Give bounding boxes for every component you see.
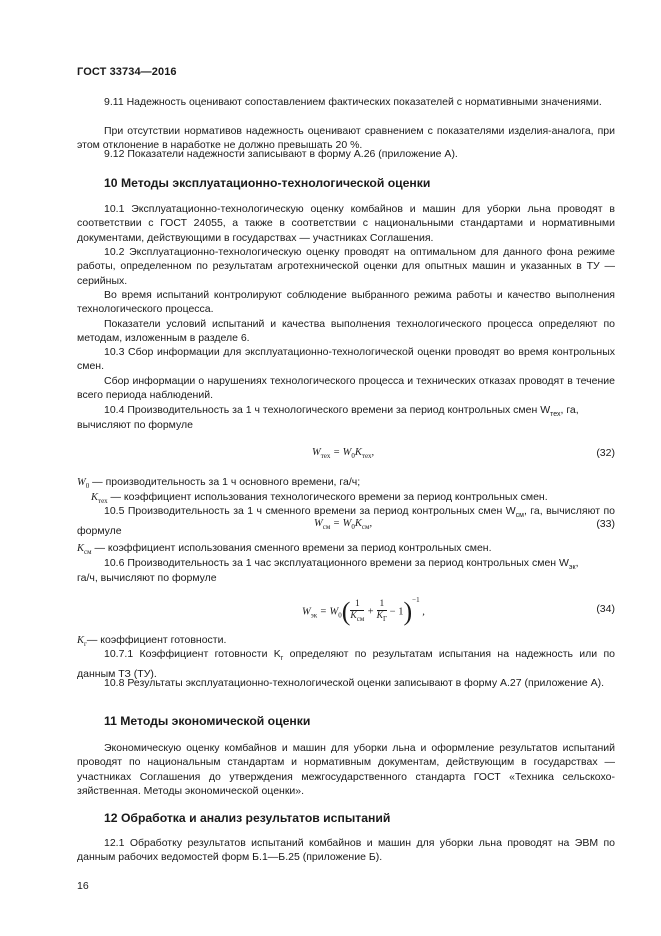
paragraph-10-3-b: Сбор информации о нарушениях технологического процесса и технических отказах проводят в течение всего периода наблюдений. xyxy=(77,375,615,402)
paragraph-10-4: 10.4 Производительность за 1 ч технологического времени за период контрольных смен $W_{тех}$, га, xyxy=(104,404,579,419)
definition-ktex: $K_{тех}$ — коэффициент использования технологического времени за период контрольных смен. xyxy=(91,491,548,506)
equation-number-34: (34) xyxy=(596,603,615,615)
paragraph-9-11: 9.11 Надежность оценивают сопоставлением фактических показателей с нормативными значениями. xyxy=(104,96,602,108)
paragraph-10-3: 10.3 Сбор информации для эксплуатационно-технологической оценки проводят во время контрольных смен. xyxy=(77,346,615,373)
definition-ksm: $K_{см}$ — коэффициент использования сменного времени за период контрольных смен. xyxy=(77,542,492,557)
section-12-heading: 12 Обработка и анализ результатов испытаний xyxy=(104,811,391,825)
paragraph-10-7-1: 10.7.1 Коэффициент готовности $K_г$ определяют по результатам испытания на надежность или по данным ТЗ (ТУ). xyxy=(77,648,615,680)
equation-number-33: (33) xyxy=(596,518,615,530)
paragraph-10-6-cont: га/ч, вычисляют по формуле xyxy=(77,572,217,584)
paragraph-9-11-b: При отсутствии нормативов надежность оценивают сравнением с показателями изделия-аналога, при этом отклонение в наработке не должно превышать 20 %. xyxy=(77,125,615,152)
paragraph-10-2-b: Во время испытаний контролируют соблюдение выбранного режима работы и качество выполнения технологического процесса. xyxy=(77,289,615,316)
paragraph-10-2-c: Показатели условий испытаний и качества выполнения технологического процесса определяют по методам, изложенным в разделе 6. xyxy=(77,318,615,345)
definition-w0: $W_0$ — производительность за 1 ч основного времени, га/ч; xyxy=(77,476,361,491)
formula-33: $W_{см} = W_0K_{см}$, xyxy=(314,518,373,532)
document-header: ГОСТ 33734—2016 xyxy=(77,66,177,78)
section-10-heading: 10 Методы эксплуатационно-технологической оценки xyxy=(104,176,431,190)
definition-kg: $K_г—$ коэффициент готовности. xyxy=(77,634,227,649)
paragraph-10-6: 10.6 Производительность за 1 час эксплуатационного времени за период контрольных смен $W_{эк}$, xyxy=(104,557,579,572)
paragraph-10-8: 10.8 Результаты эксплуатационно-технологической оценки записывают в форму А.27 (приложение А). xyxy=(104,677,605,689)
paragraph-9-12: 9.12 Показатели надежности записывают в форму А.26 (приложение А). xyxy=(104,148,458,160)
paragraph-10-1: 10.1 Эксплуатационно-технологическую оценку комбайнов и машин для уборки льна проводят в соответствии с ГОСТ 24055, а также в соответствии с национальными стандартами и нормативными документами, действующими в государствах — участниках Соглашения. xyxy=(77,203,615,244)
page-number: 16 xyxy=(77,880,89,892)
paragraph-12-1: 12.1 Обработку результатов испытаний комбайнов и машин для уборки льна проводят на ЭВМ по данным рабочих ведомостей форм Б.1—Б.25 (приложение Б). xyxy=(77,837,615,864)
formula-34: $W_{эк} = W_0$( $\frac{1}{K_{см}}$ + $\frac{1}{K_Г}$ − 1)$^{-1}$ , xyxy=(302,596,425,627)
section-11-heading: 11 Методы экономической оценки xyxy=(104,714,311,728)
paragraph-10-2: 10.2 Эксплуатационно-технологическую оценку проводят на оптимальном для данного фона режиме работы, определенном по результатам агротехнической оценки для опытных машин и указанных в ТУ — серийных. xyxy=(77,246,615,287)
paragraph-11: Экономическую оценку комбайнов и машин для уборки льна и оформление результатов испытаний проводят по национальным стандартам и нормативным документам, действующим в государствах — участниках Соглашения до утверждения межгосударственного стандарта ГОСТ «Техника сельскохозяйственная. Методы экономической оценки». xyxy=(77,742,615,798)
formula-32: $W_{тех} = W_0K_{тех}$, xyxy=(312,447,375,461)
paragraph-10-5: 10.5 Производительность за 1 ч сменного времени за период контрольных смен $W_{см}$, га, вычисляют по формуле xyxy=(77,505,615,537)
equation-number-32: (32) xyxy=(596,447,615,459)
paragraph-10-4-cont: вычисляют по формуле xyxy=(77,419,193,431)
